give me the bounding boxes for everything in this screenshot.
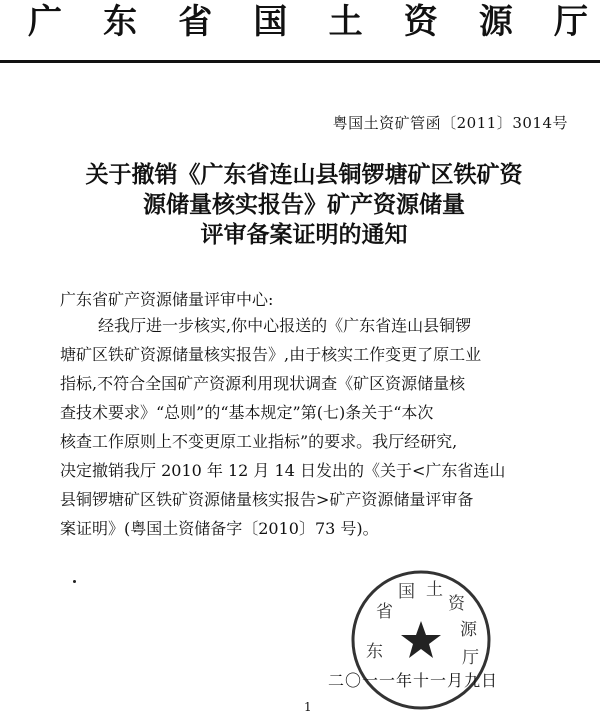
svg-text:东: 东 (366, 642, 383, 662)
document-number: 粤国土资矿管函〔2011〕3014号 (332, 114, 568, 132)
header-char: 资 (403, 2, 438, 42)
title-line: 源储量核实报告》矿产资源储量 (143, 191, 465, 218)
body-line: 指标,不符合全国矿产资源利用现状调查《矿区资源储量核 (60, 374, 466, 393)
svg-text:土: 土 (426, 580, 443, 600)
body-line: 决定撤销我厅 2010 年 12 月 14 日发出的《关于<广东省连山 (60, 461, 506, 480)
header-char: 省 (178, 2, 213, 42)
header-char: 国 (253, 2, 288, 42)
title-line: 关于撤销《广东省连山县铜锣塘矿区铁矿资 (85, 161, 523, 188)
svg-text:省: 省 (376, 602, 393, 622)
body-line: 县铜锣塘矿区铁矿资源储量核实报告>矿产资源储量评审备 (60, 490, 474, 509)
body-line: 核查工作原则上不变更原工业指标”的要求。我厅经研究, (60, 432, 458, 451)
header-char: 广 (28, 2, 62, 42)
issuing-authority-header (28, 2, 588, 42)
svg-text:源: 源 (460, 620, 477, 640)
title-line: 评审备案证明的通知 (200, 221, 408, 248)
body-line: 塘矿区铁矿资源储量核实报告》,由于核实工作变更了原工业 (60, 345, 482, 364)
header-char: 源 (478, 2, 513, 42)
issue-date: 二〇一一年十一月九日 (328, 671, 499, 690)
page-number: 1 (304, 700, 312, 714)
header-char: 东 (103, 2, 138, 42)
official-seal-icon (346, 565, 496, 715)
addressee: 广东省矿产资源储量评审中心: (60, 290, 274, 309)
body-paragraph (60, 311, 558, 543)
header-char: 厅 (553, 2, 588, 42)
stray-mark (73, 580, 76, 583)
body-line: 案证明》(粤国土资储备字〔2010〕73 号)。 (60, 519, 379, 538)
header-divider (0, 60, 600, 63)
body-line: 查技术要求》“总则”的“基本规定”第(七)条关于“本次 (60, 403, 434, 422)
header-char: 土 (328, 2, 363, 42)
document-title (0, 160, 608, 250)
svg-text:厅: 厅 (462, 648, 479, 668)
body-line: 经我厅进一步核实,你中心报送的《广东省连山县铜锣 (98, 316, 472, 335)
svg-text:国: 国 (398, 582, 415, 602)
svg-text:资: 资 (448, 594, 465, 614)
